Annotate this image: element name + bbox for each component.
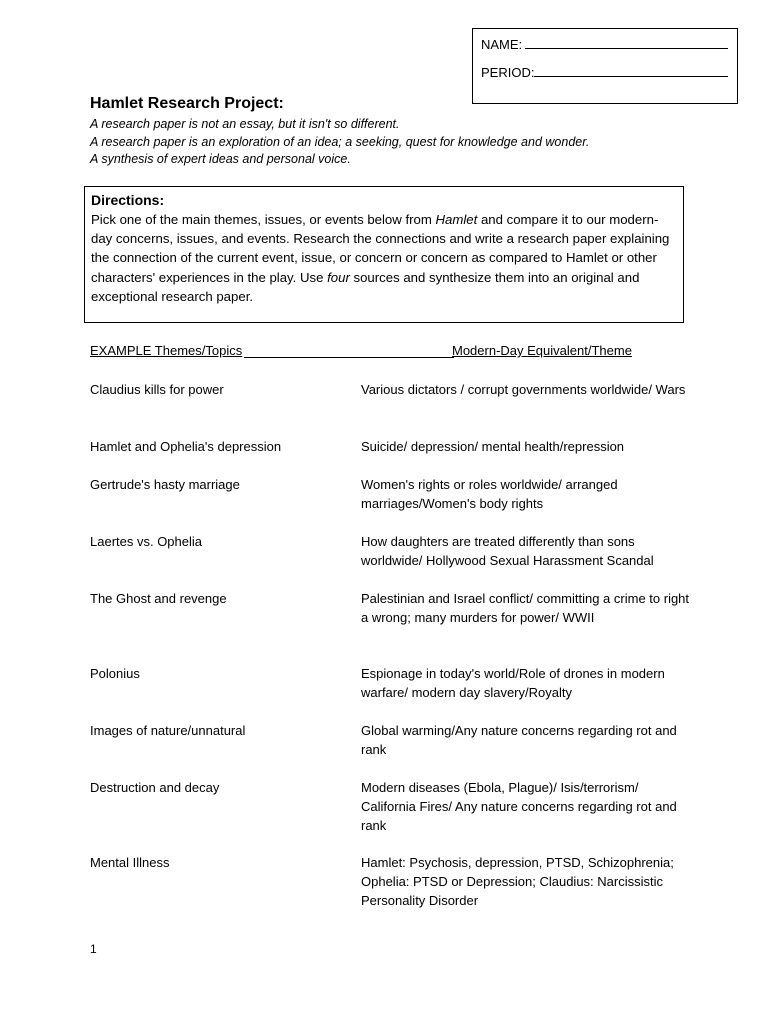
header-underline (244, 357, 454, 358)
directions-box (84, 186, 684, 323)
directions-heading: Directions: (91, 192, 165, 208)
column-header-modern: Modern-Day Equivalent/Theme (452, 343, 632, 358)
name-label: NAME: (481, 37, 523, 52)
modern-cell: Hamlet: Psychosis, depression, PTSD, Schizophrenia; Ophelia: PTSD or Depression; Claudius: Narcissistic Personality Disorder (361, 855, 674, 908)
intro-line: A research paper is not an essay, but it isn't so different. (90, 117, 400, 131)
directions-text-part: sources and synthesize them into an original and exceptional research paper. (91, 269, 640, 304)
topic-cell: Claudius kills for power (90, 382, 224, 397)
topic-cell: Gertrude's hasty marriage (90, 477, 240, 492)
topic-cell: Hamlet and Ophelia's depression (90, 439, 282, 454)
modern-cell: Espionage in today's world/Role of drones in modern warfare/ modern day slavery/Royalty (361, 666, 665, 700)
name-blank[interactable] (525, 36, 728, 49)
modern-cell: Global warming/Any nature concerns regarding rot and rank (361, 723, 677, 757)
topic-cell: Polonius (90, 666, 140, 681)
page-title: Hamlet Research Project: (90, 95, 284, 112)
topic-cell: The Ghost and revenge (90, 591, 227, 606)
name-period-box (472, 28, 738, 104)
topic-cell: Mental Illness (90, 855, 170, 870)
emphasis-four: four (327, 269, 350, 285)
topic-cell: Laertes vs. Ophelia (90, 534, 203, 549)
modern-cell: Women's rights or roles worldwide/ arranged marriages/Women's body rights (361, 477, 618, 511)
intro-block (90, 116, 589, 169)
modern-cell: How daughters are treated differently than sons worldwide/ Hollywood Sexual Harassment Scandal (361, 534, 654, 568)
directions-text-part: Pick one of the main themes, issues, or events below from (91, 212, 436, 227)
directions-text (91, 210, 677, 306)
modern-cell: Suicide/ depression/ mental health/repression (361, 439, 625, 454)
topic-cell: Images of nature/unnatural (90, 723, 246, 738)
directions-text-part: and compare it to our modern-day concerns, issues, and events. Research the connections and write a research paper explaining the connection of the current event, issue, or concern or concern as compared to Hamlet or other characters' experiences in the play. Use (91, 212, 670, 285)
play-title: Hamlet (435, 212, 478, 227)
column-header-themes: EXAMPLE Themes/Topics (90, 343, 243, 358)
modern-cell: Modern diseases (Ebola, Plague)/ Isis/terrorism/ California Fires/ Any nature concerns regarding rot and rank (361, 780, 677, 833)
modern-cell: Various dictators / corrupt governments worldwide/ Wars (361, 382, 686, 397)
page-number: 1 (90, 942, 97, 956)
period-line[interactable] (481, 64, 728, 80)
period-label: PERIOD: (481, 65, 535, 80)
intro-line: A research paper is an exploration of an idea; a seeking, quest for knowledge and wonder. (90, 134, 590, 149)
name-line[interactable] (481, 36, 728, 52)
topic-cell: Destruction and decay (90, 780, 220, 795)
period-blank[interactable] (534, 64, 728, 77)
modern-cell: Palestinian and Israel conflict/ committing a crime to right a wrong; many murders for power/ WWII (361, 591, 690, 625)
intro-line: A synthesis of expert ideas and personal voice. (90, 152, 351, 166)
